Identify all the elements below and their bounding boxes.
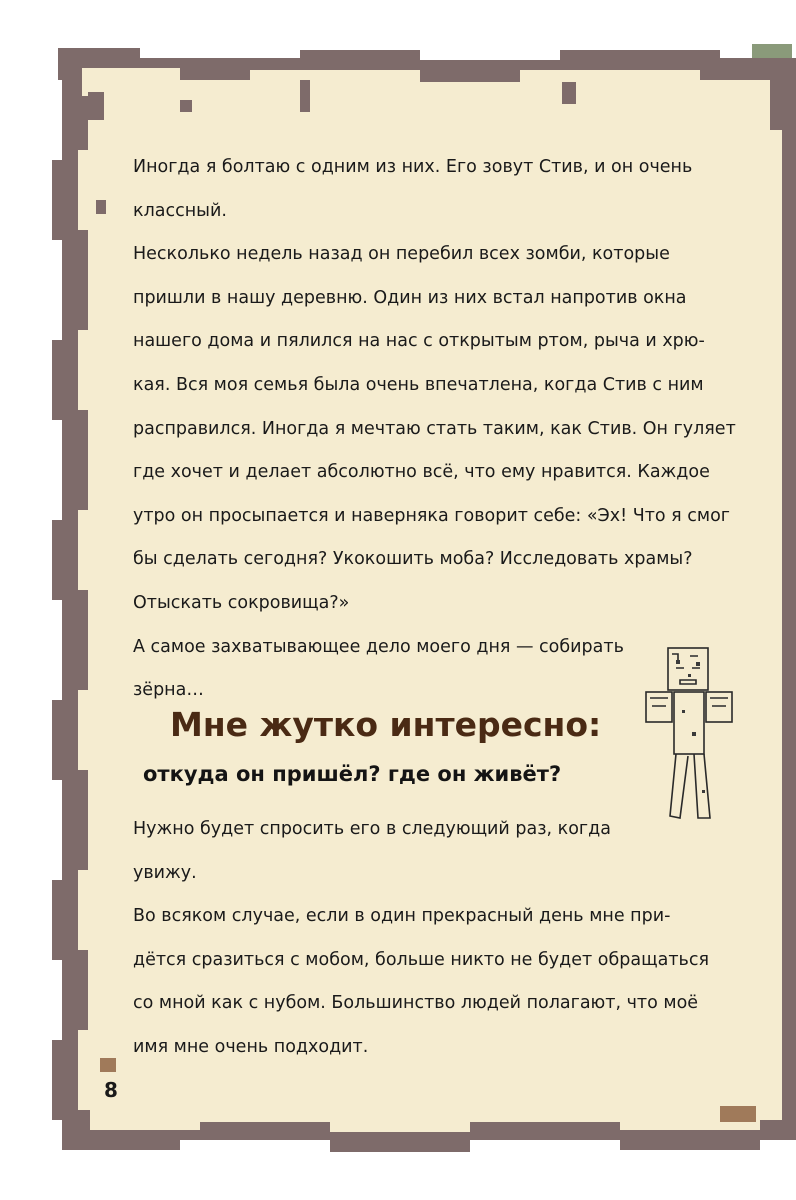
text-line: нашего дома и пялился на нас с открытым ртом, рыча и хрю- [133,331,705,352]
border-notch [720,1106,756,1122]
text-line: где хочет и делает абсолютно всё, что ему нравится. Каждое [133,462,710,483]
border-notch [88,92,104,120]
border-notch [100,1058,116,1072]
text-line: А самое захватывающее дело моего дня — собирать [133,636,624,657]
heading-main: Мне жутко интересно: [170,705,602,744]
heading-sub: откуда он пришёл? где он живёт? [143,762,562,786]
text-line: дётся сразиться с мобом, больше никто не будет обращаться [133,949,709,970]
text-line: кая. Вся моя семья была очень впечатлена, когда Стив с ним [133,374,704,395]
border-notch [180,100,192,112]
page-number: 8 [104,1078,118,1102]
border-notch [96,200,106,214]
text-line: расправился. Иногда я мечтаю стать таким, как Стив. Он гуляет [133,418,736,439]
body-text-bottom [133,808,733,1070]
border-notch [562,82,576,104]
body-text-top [133,146,736,713]
text-line: Несколько недель назад он перебил всех зомби, которые [133,244,670,265]
text-line: пришли в нашу деревню. Один из них встал напротив окна [133,287,687,308]
text-line: Иногда я болтаю с одним из них. Его зовут Стив, и он очень [133,157,693,177]
border-notch [300,80,310,112]
text-line: Нужно будет спросить его в следующий раз, когда [133,819,611,839]
text-line: Во всяком случае, если в один прекрасный день мне при- [133,906,671,927]
zombie-figure-icon [632,640,752,825]
text-line: имя мне очень подходит. [133,1036,369,1057]
text-line: увижу. [133,862,197,883]
text-line: утро он просыпается и наверняка говорит себе: «Эх! Что я смог [133,505,730,526]
text-line: бы сделать сегодня? Укокошить моба? Исследовать храмы? [133,549,693,570]
text-line: со мной как с нубом. Большинство людей полагают, что моё [133,993,699,1014]
border-notch [752,44,792,58]
text-line: Отыскать сокровища?» [133,592,350,613]
text-line: классный. [133,200,227,221]
text-line: зёрна… [133,680,204,701]
